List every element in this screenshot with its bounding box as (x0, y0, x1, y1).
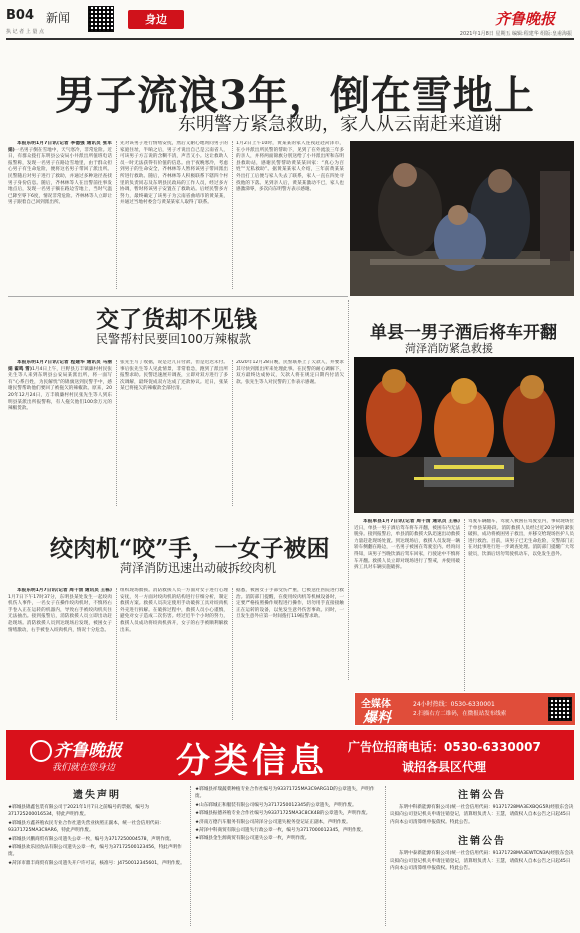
story2-byline: 本报东明1月7日讯(记者 程建华 通讯员 马丽娟 翟鸣 雪) (8, 360, 112, 372)
story1-subheadline: 东明警方紧急救助，家人从云南赶来道谢 (178, 114, 502, 135)
lost-list (8, 804, 186, 867)
column-divider (232, 588, 233, 720)
lost-item: ★菏泽中科商贸有限公司遗失行政公章一枚，编号为3717000012345，声明作废。 (195, 828, 366, 834)
section-name: 新闻 (46, 11, 71, 25)
date-line: 2021年1月8日 星期五 编辑:程建华 组版:皇甫海振 (459, 31, 572, 37)
column-divider (232, 141, 233, 289)
qr-code-icon (548, 697, 572, 721)
column-divider (190, 786, 191, 926)
tipoff-instruction: 2.扫描右方二维码，在微报站发布线索 (413, 711, 507, 717)
tipoff-ad[interactable] (354, 692, 576, 726)
story1-photo (350, 141, 574, 296)
column-divider (385, 786, 386, 926)
story3-subheadline: 菏泽消防紧急救援 (405, 342, 493, 355)
classified-logo: 齐鲁晚报 (54, 741, 122, 761)
lost-item: ★山东郓城正和服装有限公司编号为3717250012345的公章遗失，声明作废。 (195, 802, 357, 808)
story4-col2: 组织现场救援。消防救援人员一方面对女子进行心理安抚，另一方面对绞肉机的结构进行仔细分析，制定救援方案。救援人员决定使用手动破拆工具对绞肉机外壳进行拆解。在破拆过程中，救援人员小心谨慎，避免对女子造成二次伤害。经过近半个小时的努力，救援人员成功将绞肉机拆开，女子的右手被顺利解救出来。 (120, 588, 228, 633)
masthead-rule (6, 38, 574, 40)
column-divider (116, 588, 117, 720)
newspaper-logo: 齐鲁晚报 (495, 10, 556, 28)
classified-logo-slogan: 我们就在您身边 (52, 763, 116, 773)
story3-col2: 驾驶车辆翻车，驾驶人被困在驾驶室内，事故现场位于单县某路段。消防救援人员经过近20分钟的紧张破拆，成功将被困男子救出，并移交给现场医护人员进行救治。目前，该男子已无生命危险，交警部门正在对此事进行进一步调查处理。消防部门提醒广大驾驶员，饮酒后切勿驾驶机动车，以免发生意外。 (468, 519, 574, 557)
story4-headline: 绞肉机“咬”手，一女子被困 (50, 535, 330, 562)
lost-item: ★郓城县兴鹏商贸有限公司遗失公章一枚，编号为3717250004578，声明作废。 (8, 836, 175, 842)
story4-byline: 本报东明1月7日讯(记者 周千清 通讯员 王栋) (17, 588, 112, 593)
classified-title: 分类信息 (176, 741, 328, 781)
agent-recruit: 诚招各县区代理 (402, 760, 487, 774)
story3-headline: 单县一男子酒后将车开翻 (370, 323, 557, 343)
lost-title: 遗失声明 (73, 790, 121, 801)
column-divider (232, 360, 233, 506)
notice-body: 东明中泰新能源有限公司(统一社会信用代码：91371728MA3EWTCN3A)经股东会决议拟向公司登记机关申请注销登记，清算组负责人：王慧，请债权人自本公告之日起45日内向本公司清算组申报债权。特此公告。 (390, 851, 574, 872)
story1-col1: 本报东明1月7日讯(记者 李德强 通讯员 张军娟)一名男子倒在雪地中，天气寒冷，非常危险。近日，有群众拨打东明县公安局小井派出所值班电话报警称，发现一名男子在路边雪地里，由于群众担心男子有生命危险，便将这名男子带回了派出所。民警随后对男子进行了救助，并通过多种途径查找男子身份信息。随后，齐林林等人在出警前往事发地点后，发现一名男子躺在路边雪地上，当时气温已降至零下6度，情况非常危险。齐林林等人立即让男子跟着自己回到派出所。 (8, 141, 112, 206)
ad-hotline: 广告位招商电话：0530-6330007 (348, 740, 541, 754)
notice-title: 注销公告 (458, 790, 506, 801)
classified-banner (6, 730, 574, 780)
story2-headline: 交了货却不见钱 (96, 306, 257, 333)
story1-col3: 1月2日上午10时，黄某某的家人连夜赶赴菏泽市，在小井派出所民警的帮助下，见到了在外流浪三年多的亲人，并将两面锦旗分别送给了小井派出所和东明县救助站，感谢民警帮助黄某某回家：“真心为百姓”“无私救助”。据黄某某家人介绍，三年前黄某某外出打工后便与家人失去了联系，家人一直在四处寻找他的下落。见到亲人后，黄某某激动不已，家人也感激涕零，多次向东明警方表示感谢。 (236, 141, 344, 193)
notice-title: 注销公告 (458, 836, 506, 848)
lost-item: ★济南万德汽车服务有限公司菏泽分公司遗失税务登记证正副本，声明作废。 (195, 819, 351, 825)
story3-col1: 本报单县1月7日讯(记者 周千清 通讯员 王栋)近日，单县一男子酒后驾车将车开翻，被困车内无法脱身。接到报警后，单县消防救援大队迅速出动救援力量赶赴现场处置。到达现场后，救援人员发现一辆轿车侧翻在路边，一名男子被困在驾驶室内。经询问得知，该男子当晚饮酒后驾车回家，行驶途中不慎将车开翻。救援人员立即对现场进行了警戒，并使用破拆工具对车辆实施破拆。 (354, 519, 460, 571)
notice-body: 东明中科新能源有限公司(统一社会信用代码：91371728MA3EXBQG5R)经股东会决议拟向公司登记机关申请注销登记，清算组负责人：王慧，请债权人自本公告之日起45日内向本公司清算组申报债权。特此公告。 (390, 805, 574, 825)
lost-item: ★郓城县振德养殖专业合作社编号为93371725MA3C8CK4B的公章遗失，声明作废。 (195, 811, 371, 817)
sun-logo-icon (30, 740, 52, 762)
story1-col2: 先对该男子进行情绪安抚，然后又耐心地询问男子的家庭住址，半晌之后，男子才说出自己是云南省人，可该男子方言说的含糊不清，声音又小。这让救助人员一时无法获得有价值的信息。由于夜晚寒冷，考虑到男子的生命安全，齐林林等人暂将该男子带回派出所进行救助。随后，齐林林等人积极联系下辖四个村里的负责同志及东明县民政局的工作人员，经过多方协调，暂时将该男子安置在了救助站。后经民警多方努力，最终确定了该男子为云南省曲靖市的黄某某，并通过当地村委会与黄某某家人取得了联系。 (120, 141, 228, 206)
page-number: B04 (6, 8, 34, 23)
story2-col2: 张先生写了收据，说是过几日付款，但是迟迟未付。事后张先生等人见此情景，非常着急，跑到了派出所报警求助。民警迅速展开调查，立即对双方进行了多次调解，最终促成双方达成了还款协议。近日，张某某已将拖欠的辣椒款全部付清。 (120, 360, 228, 392)
lost-item: ★菏泽市鼎丰商贸有限公司遗失开户许可证，核准号：J4750012345601，声明作废。 (8, 860, 185, 866)
column-divider (464, 519, 465, 695)
lost-item: ★郓城县方鑫养殖农民专业合作社遗失营业执照正副本，统一社会信用代码：93371725MA3C9AR6，特此声明作废。 (8, 820, 164, 834)
qr-code-icon (88, 6, 114, 32)
story4-col3: 据悉，被困女子手部受伤严重，已被送往医院进行救治。消防部门提醒，在使用绞肉机等机械设备时，一定要严格按照操作规程进行操作，切勿用手直接接触正在运转的设备，以免发生意外伤害事故。同时，一旦发生意外应第一时间拨打119报警求助。 (236, 588, 344, 620)
notice-column (390, 786, 574, 928)
story1-headline: 男子流浪3年，倒在雪地上 (55, 72, 535, 119)
lost-column (8, 786, 186, 928)
column-divider (116, 141, 117, 289)
editor-line: 执 记 者 上 量 点 (6, 29, 44, 35)
lost-item: ★郓城县祥瑞蔬菜种植专业合作社编号为93371725MA3C9ARG1D的公章遗失，声明作废。 (195, 787, 375, 800)
story2-col1: 本报东明1月7日讯(记者 程建华 通讯员 马丽娟 翟鸣 雪)1月4日上午，巨野县万丰镇廉村村民张先生等人来到东明县公安局某派出所，将一面写有“心系百姓，为民解忧”的锦旗送到民警手中，感谢民警帮助他们要回了被拖欠的辣椒款。原来，2020年12月24日，万丰镇廉村村民张先生等人到东明县某派出所报警称，有人拖欠他们100余万元的辣椒货款。 (8, 360, 112, 412)
story3-byline: 本报单县1月7日讯(记者 周千清 通讯员 王栋) (363, 519, 460, 524)
section-rule (8, 296, 348, 297)
column-divider (348, 300, 349, 680)
column-divider (116, 360, 117, 506)
tipoff-label-1: 全媒体 (361, 699, 391, 710)
story3-photo (354, 357, 574, 513)
tipoff-label-2: 爆料 (363, 710, 391, 726)
lost-item: ★郓城县金生源商贸有限公司遗失公章一枚，声明作废。 (195, 836, 310, 842)
tipoff-hotline: 24小时热线：0530-6330001 (413, 701, 495, 708)
lost-item: ★郓城县欢乐园食品有限公司遗失公章一枚，编号为37172500123456，特此声明作废。 (8, 845, 182, 858)
story2-col3: 2020年12月28日晚，民警联系上了欠款人，并要求其尽快到派出所来处理此事。在民警的耐心调解下，双方最终达成协议，欠款人将在规定日期内付清欠款。张先生等人对民警的工作表示感谢。 (236, 360, 344, 385)
column-tag: 身边 (128, 10, 184, 29)
story1-byline: 本报东明1月7日讯(记者 李德强 通讯员 张军娟) (8, 141, 112, 153)
lost-item: ★郓城县锦鑫包装有限公司于2021年1月7日之前编号的票据，编号为371725200016534，特此声明作废。 (8, 805, 150, 818)
story4-col1: 本报东明1月7日讯(记者 周千清 通讯员 王栋)1月7日下午17时37分，东明县某处发生一起绞肉机伤人事件，一名女子在操作绞肉机时，不慎将右手卷入正在运转的机器内，导致右手被绞肉机夹住无法抽出。接到报警后，消防救援人员立即出动赶赴现场。消防救援人员到达现场后发现，被困女子情绪激动，右手被卷入绞肉机内，情况十分危急。 (8, 588, 112, 633)
story4-subheadline: 菏泽消防迅速出动破拆绞肉机 (120, 561, 277, 575)
mid-classified-column (195, 786, 380, 928)
story2-subheadline: 民警帮村民要回100万辣椒款 (96, 332, 251, 346)
